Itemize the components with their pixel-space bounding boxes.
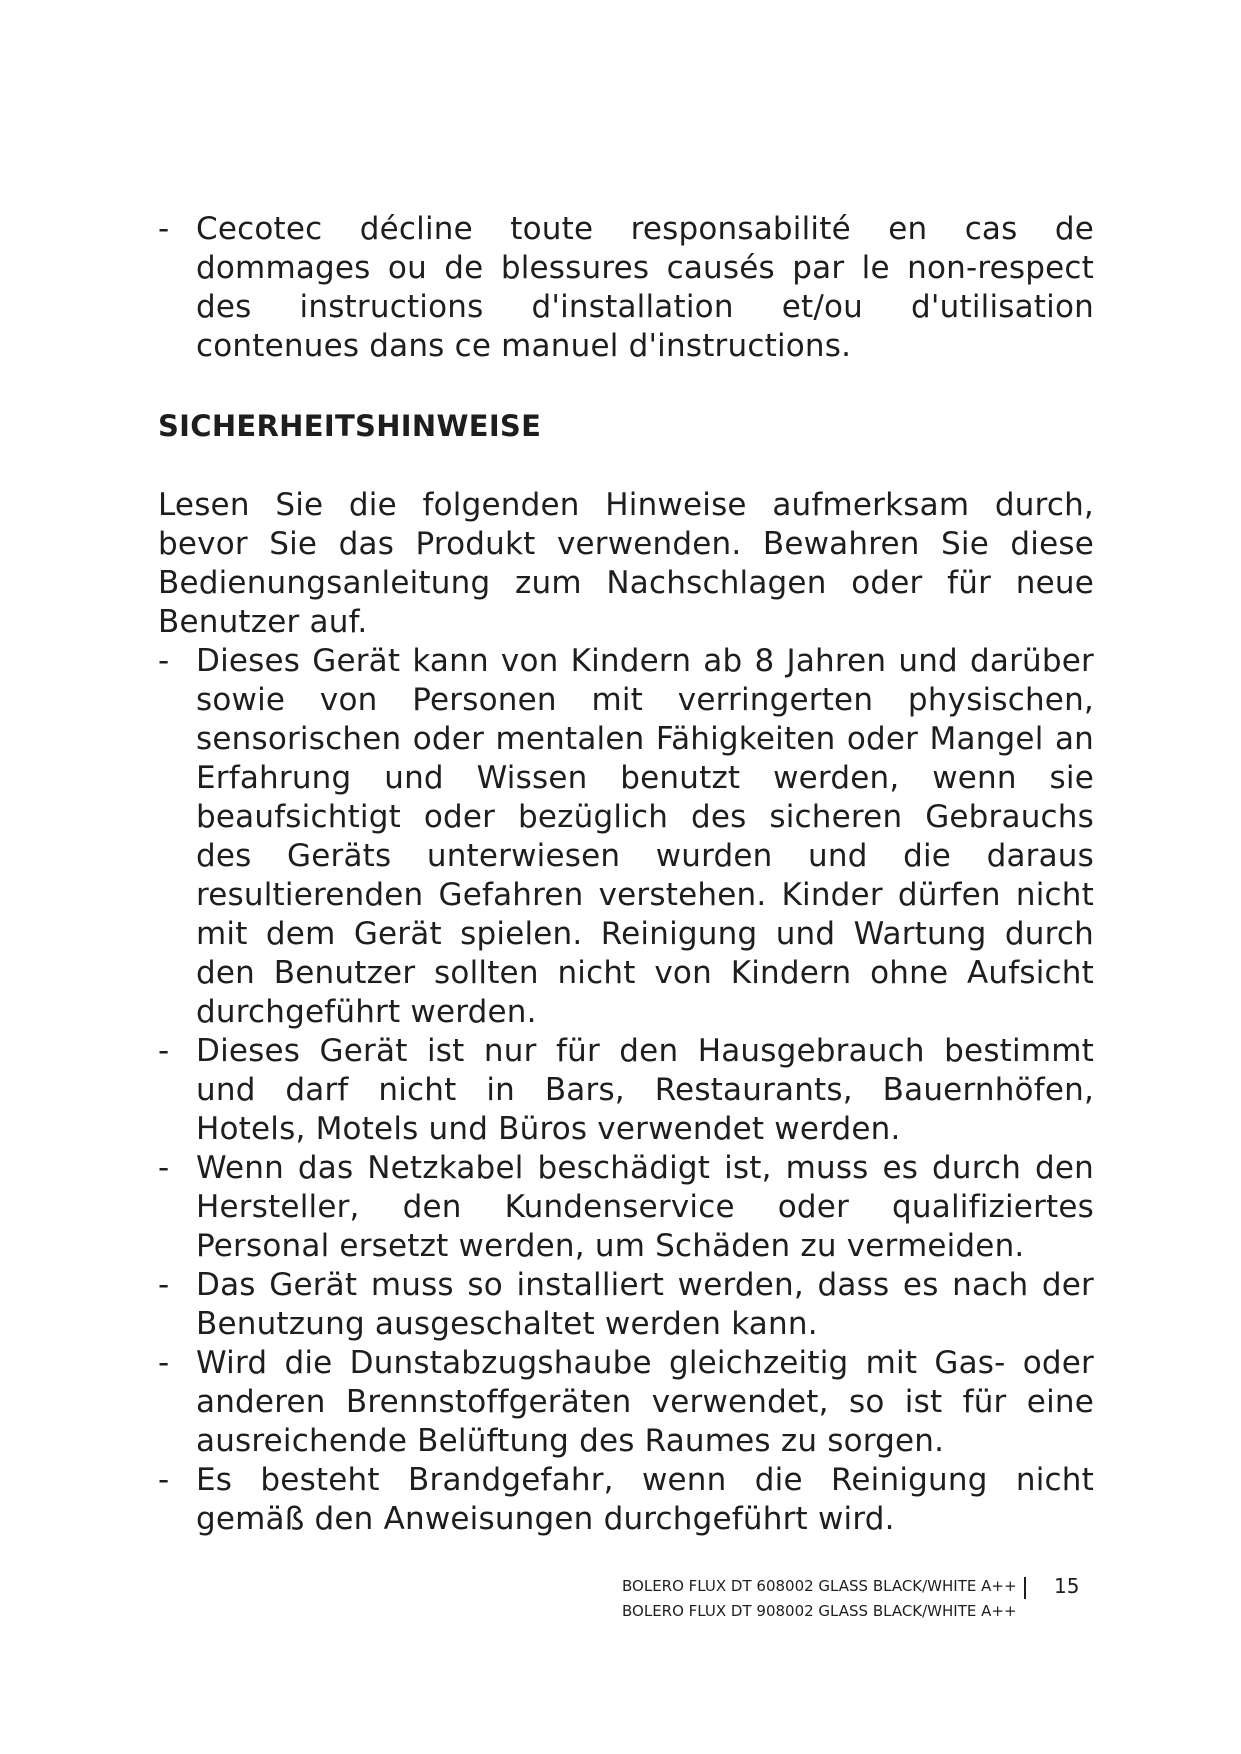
list-item-text: Dieses Gerät ist nur für den Hausgebrauch bestimmt und darf nicht in Bars, Restaurants, Bauernhöfen, Hotels, Motels und Büros verwendet werden. (196, 1033, 1094, 1147)
list-item (158, 210, 1094, 366)
list-item (158, 1032, 1094, 1149)
bullet-dash: - (158, 1033, 170, 1069)
list-item (158, 1266, 1094, 1344)
page-footer (622, 1574, 1080, 1624)
list-item-text: Cecotec décline toute responsabilité en cas de dommages ou de blessures causés par le non-respect des instructions d'installation et/ou d'utilisation contenues dans ce manuel d'instructions. (196, 211, 1094, 364)
list-item-text: Dieses Gerät kann von Kindern ab 8 Jahren und darüber sowie von Personen mit verringerten physischen, sensorischen oder mentalen Fähigkeiten oder Mangel an Erfahrung und Wissen benutzt werden, wenn sie beaufsichtigt oder bezüglich des sicheren Gebrauchs des Geräts unterwiesen wurden und die daraus resultierenden Gefahren verstehen. Kinder dürfen nicht mit dem Gerät spielen. Reinigung und Wartung durch den Benutzer sollten nicht von Kindern ohne Aufsicht durchgeführt werden. (196, 643, 1094, 1030)
footer-divider (1024, 1577, 1026, 1599)
list-item-text: Wird die Dunstabzugshaube gleichzeitig mit Gas- oder anderen Brennstoffgeräten verwendet, so ist für eine ausreichende Belüftung des Raumes zu sorgen. (196, 1345, 1094, 1459)
list-item (158, 1461, 1094, 1539)
list-item-text: Wenn das Netzkabel beschädigt ist, muss es durch den Hersteller, den Kundenservice oder qualifiziertes Personal ersetzt werden, um Schäden zu vermeiden. (196, 1150, 1094, 1264)
section-intro: Lesen Sie die folgenden Hinweise aufmerksam durch, bevor Sie das Produkt verwenden. Bewahren Sie diese Bedienungsanleitung zum Nachschlagen oder für neue Benutzer auf. (158, 487, 1094, 640)
bullet-dash: - (158, 643, 170, 679)
footer-model-1: BOLERO FLUX DT 608002 GLASS BLACK/WHITE A++ (622, 1577, 1017, 1595)
section-heading: SICHERHEITSHINWEISE (158, 409, 542, 443)
list-item (158, 642, 1094, 1032)
bullet-dash: - (158, 1150, 170, 1186)
page-number: 15 (1054, 1574, 1080, 1598)
bullet-dash: - (158, 1462, 170, 1498)
list-item (158, 1344, 1094, 1461)
footer-model-2: BOLERO FLUX DT 908002 GLASS BLACK/WHITE A++ (622, 1602, 1017, 1620)
list-item (158, 1149, 1094, 1266)
page-content (158, 210, 1094, 1539)
list-item-text: Es besteht Brandgefahr, wenn die Reinigung nicht gemäß den Anweisungen durchgeführt wird. (196, 1462, 1094, 1537)
list-item-text: Das Gerät muss so installiert werden, dass es nach der Benutzung ausgeschaltet werden kann. (196, 1267, 1094, 1342)
bullet-dash: - (158, 1345, 170, 1381)
bullet-dash: - (158, 211, 170, 247)
bullet-dash: - (158, 1267, 170, 1303)
